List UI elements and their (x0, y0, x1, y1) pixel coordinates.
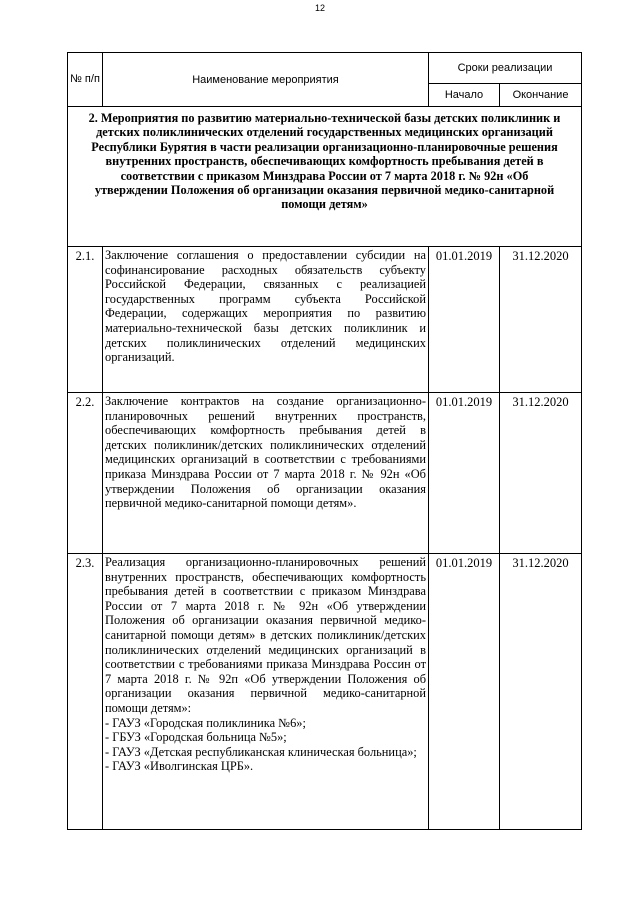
header-terms: Сроки реализации (429, 53, 582, 84)
list-item: - ГАУЗ «Городская поликлиника №6»; (105, 715, 306, 730)
list-item: - ГАУЗ «Детская республиканская клиническая больница»; (105, 744, 417, 759)
header-end: Окончание (500, 84, 582, 107)
row-end-date: 31.12.2020 (500, 554, 582, 830)
row-description (103, 554, 429, 830)
row-number: 2.2. (68, 393, 103, 554)
section-title: 2. Мероприятия по развитию материально-технической базы детских поликлиник и детских поликлинических отделений государственных медицинских организаций Республики Бурятия в части реализации организационно-планировочные решения внутренних пространств, обеспечивающих комфортность пребывания детей в соответствии с приказом Минздрава России от 7 марта 2018 г. № 92н «Об утверждении Положения об организации оказания первичной медико-санитарной помощи детям» (68, 107, 582, 247)
list-item: - ГБУЗ «Городская больница №5»; (105, 730, 287, 745)
row-description: Заключение соглашения о предоставлении субсидии на софинансирование расходных обязательств субъекту Российской Федерации, связанных с реализацией государственных программ субъекта Российской Федерации, содержащих мероприятия по развитию материально-технической базы детских поликлиник и детских поликлинических отделений медицинских организаций. (103, 247, 429, 393)
header-number: № п/п (68, 53, 103, 107)
row-start-date: 01.01.2019 (429, 247, 500, 393)
row-description: Заключение контрактов на создание организационно-планировочных решений внутренних пространств, обеспечивающих комфортность пребывания детей в детских поликлиник/детских поликлинических отделений медицинских организаций в соответствии с требованиями приказа Минздрава России от 7 марта 2018 г. № 92н «Об утверждении Положения об организации оказания первичной медико-санитарной помощи детям». (103, 393, 429, 554)
row-start-date: 01.01.2019 (429, 554, 500, 830)
table-row (68, 393, 582, 554)
table-row (68, 247, 582, 393)
list-item: - ГАУЗ «Иволгинская ЦРБ». (105, 759, 254, 774)
header-name: Наименование мероприятия (103, 53, 429, 107)
table-row (68, 554, 582, 830)
row-end-date: 31.12.2020 (500, 247, 582, 393)
header-start: Начало (429, 84, 500, 107)
row-number: 2.1. (68, 247, 103, 393)
row-description-text: Реализация организационно-планировочных решений внутренних пространств, обеспечивающих комфортность пребывания детей в соответствии с приказом Минздрава России от 7 марта 2018 г. № 92н «Об утверждении Положения об организации оказания первичной медико-санитарной помощи детям» в детских поликлиник/детских поликлинических отделений медицинских организаций в соответствии с требованиями приказа Минздрава Россин от 7 марта 2018 г. № 92п «Об утверждении Положения об организации оказания первичной медико-санитарной помощи детям»: (105, 555, 426, 715)
page-number: 12 (314, 3, 325, 13)
row-start-date: 01.01.2019 (429, 393, 500, 554)
row-number: 2.3. (68, 554, 103, 830)
activities-table (67, 52, 582, 830)
row-end-date: 31.12.2020 (500, 393, 582, 554)
